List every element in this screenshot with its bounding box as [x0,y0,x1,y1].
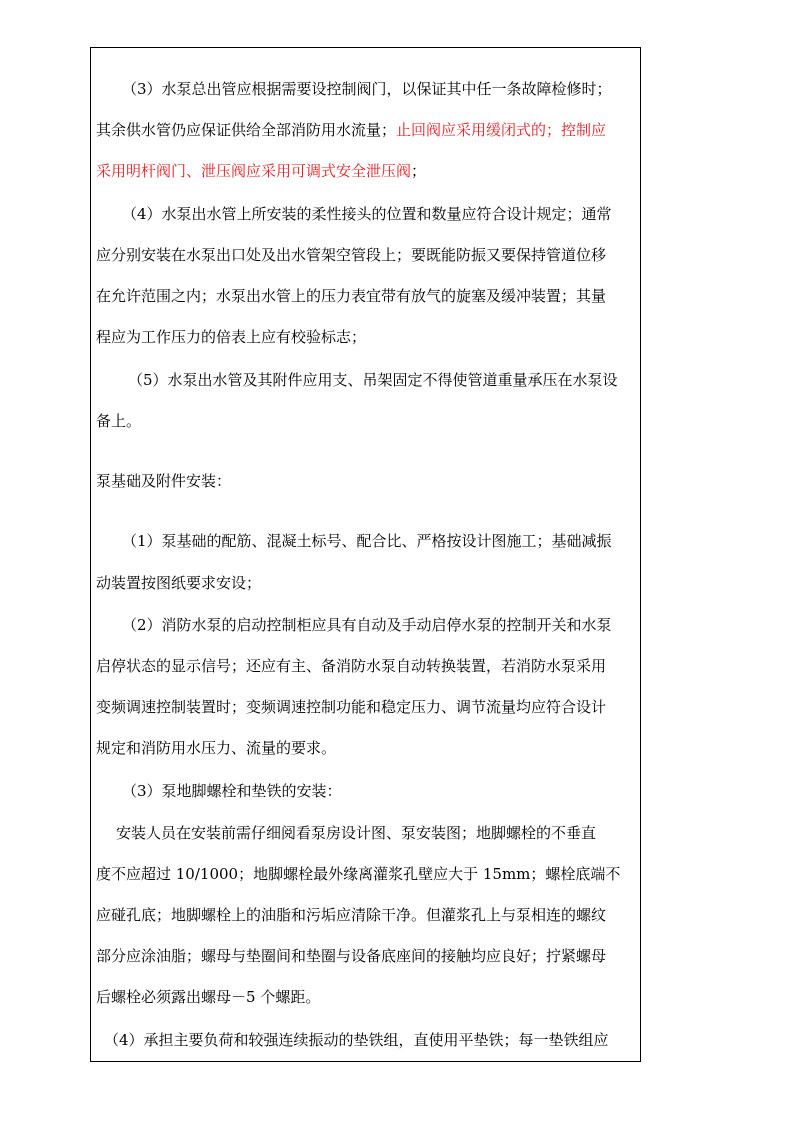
text-line: 应分别安装在水泵出口处及出水管架空管段上；要既能防振又要保持管道位移 [96,246,607,264]
text-line: 规定和消防用水压力、流量的要求。 [96,739,337,757]
text-line: （4）水泵出水管上所安装的柔性接头的位置和数量应符合设计规定；通常 [122,205,612,223]
text-segment: ； [411,162,427,180]
text-line: （5）水泵出水管及其附件应用支、吊架固定不得使管道重量承压在水泵设 [128,371,618,389]
highlighted-text: 止回阀应采用缓闭式的；控制应 [396,121,607,139]
text-line: （1）泵基础的配筋、混凝土标号、配合比、严格按设计图施工；基础减振 [122,532,612,550]
section-heading: 泵基础及附件安装： [96,472,232,490]
text-line: （3）泵地脚螺栓和垫铁的安装： [122,782,342,800]
text-line: 备上。 [96,412,142,430]
text-line: 后螺栓必须露出螺母－5 个螺距。 [96,988,321,1006]
text-line: 部分应涂油脂；螺母与垫圈间和垫圈与设备底座间的接触均应良好；拧紧螺母 [96,947,607,965]
text-line: 应碰孔底；地脚螺栓上的油脂和污垢应清除干净。但灌浆孔上与泵相连的螺纹 [96,906,607,924]
text-line: 程应为工作压力的倍表上应有校验标志； [96,328,367,346]
text-line: 在允许范围之内；水泵出水管上的压力表宜带有放气的旋塞及缓冲装置；其量 [96,287,607,305]
text-line: 度不应超过 10/1000；地脚螺栓最外缘离灌浆孔壁应大于 15mm；螺栓底端不 [96,865,621,883]
text-line: （3）水泵总出管应根据需要设控制阀门，以保证其中任一条故障检修时； [122,80,612,98]
text-line: 变频调速控制装置时；变频调速控制功能和稳定压力、调节流量均应符合设计 [96,698,607,716]
highlighted-text: 采用明杆阀门、泄压阀应采用可调式安全泄压阀 [96,162,412,180]
text-line: 动装置按图纸要求安设； [96,574,262,592]
text-line: （4）承担主要负荷和较强连续振动的垫铁组，直使用平垫铁；每一垫铁组应 [104,1031,609,1049]
text-segment: 其余供水管仍应保证供给全部消防用水流量； [96,121,397,139]
text-line: 启停状态的显示信号；还应有主、备消防水泵自动转换装置，若消防水泵采用 [96,657,607,675]
text-line [96,119,638,141]
text-line: （2）消防水泵的启动控制柜应具有自动及手动启停水泵的控制开关和水泵 [122,616,612,634]
text-line [96,160,638,182]
text-line: 安装人员在安装前需仔细阅看泵房设计图、泵安装图；地脚螺栓的不垂直 [116,824,597,842]
